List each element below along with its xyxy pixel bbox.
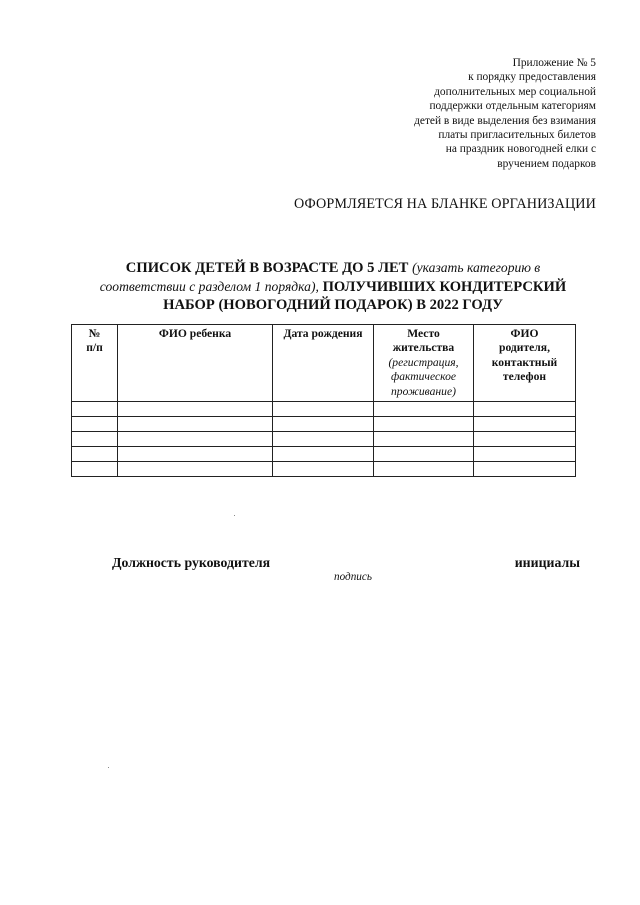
header-text: Место <box>407 327 440 340</box>
col-header-parent <box>474 325 576 402</box>
head-position-label: Должность руководителя <box>112 555 271 570</box>
appendix-line: детей в виде выделения без взимания <box>414 114 596 127</box>
table-cell <box>273 447 374 462</box>
table-cell <box>118 462 273 477</box>
table-row <box>72 447 576 462</box>
title-italic-part: (указать категорию в <box>412 260 541 275</box>
col-header-number <box>72 325 118 402</box>
signature-caption: подпись <box>334 571 372 583</box>
table-cell <box>273 417 374 432</box>
table-cell <box>118 447 273 462</box>
appendix-line: поддержки отдельным категориям <box>429 100 596 113</box>
letterhead-note: ОФОРМЛЯЕТСЯ НА БЛАНКЕ ОРГАНИЗАЦИИ <box>294 196 596 212</box>
appendix-line: вручением подарков <box>497 157 596 170</box>
document-title <box>78 259 588 315</box>
table-cell <box>72 462 118 477</box>
table-row <box>72 402 576 417</box>
scan-speck <box>108 767 109 768</box>
table-cell <box>118 432 273 447</box>
table-row <box>72 417 576 432</box>
appendix-line: на праздник новогодней елки с <box>445 143 596 156</box>
table-cell <box>374 432 474 447</box>
table-cell <box>118 417 273 432</box>
header-text: п/п <box>86 341 103 355</box>
header-note: (регистрация, фактическое проживание) <box>388 355 459 398</box>
table-row <box>72 462 576 477</box>
header-text: контактный <box>491 355 558 369</box>
table-cell <box>72 402 118 417</box>
appendix-header <box>336 56 596 171</box>
table-cell <box>374 462 474 477</box>
children-list-table <box>71 324 576 477</box>
table-header-row <box>72 325 576 402</box>
title-bold-part: ПОЛУЧИВШИХ КОНДИТЕРСКИЙ <box>322 278 567 295</box>
appendix-line: к порядку предоставления <box>468 71 596 84</box>
table-cell <box>474 462 576 477</box>
appendix-line: Приложение № 5 <box>512 57 596 69</box>
table-cell <box>474 447 576 462</box>
title-bold-part: НАБОР (НОВОГОДНИЙ ПОДАРОК) В 2022 ГОДУ <box>163 297 503 313</box>
table-body <box>72 402 576 477</box>
table-cell <box>72 447 118 462</box>
table-cell <box>273 462 374 477</box>
title-italic-part: соответствии с разделом 1 порядка), <box>99 278 319 294</box>
col-header-residence <box>374 325 474 402</box>
header-text: ФИО <box>510 327 539 340</box>
scan-speck <box>234 515 235 516</box>
table-cell <box>118 402 273 417</box>
table-cell <box>273 432 374 447</box>
table-cell <box>72 432 118 447</box>
table-cell <box>273 402 374 417</box>
header-text: телефон <box>502 370 547 384</box>
col-header-birth-date: Дата рождения <box>273 325 374 402</box>
appendix-line: платы пригласительных билетов <box>438 129 596 142</box>
header-text: жительства <box>392 341 455 355</box>
col-header-child-name: ФИО ребенка <box>118 325 273 402</box>
table-cell <box>474 432 576 447</box>
table-cell <box>374 417 474 432</box>
table-row <box>72 432 576 447</box>
header-text: родителя, <box>499 341 550 355</box>
table-cell <box>374 447 474 462</box>
table-cell <box>474 402 576 417</box>
initials-label: инициалы <box>514 555 580 570</box>
title-bold-part: СПИСОК ДЕТЕЙ В ВОЗРАСТЕ ДО 5 ЛЕТ <box>125 260 409 276</box>
header-text: № <box>88 327 101 340</box>
table-cell <box>474 417 576 432</box>
table-cell <box>374 402 474 417</box>
appendix-line: дополнительных мер социальной <box>434 85 596 98</box>
table-cell <box>72 417 118 432</box>
